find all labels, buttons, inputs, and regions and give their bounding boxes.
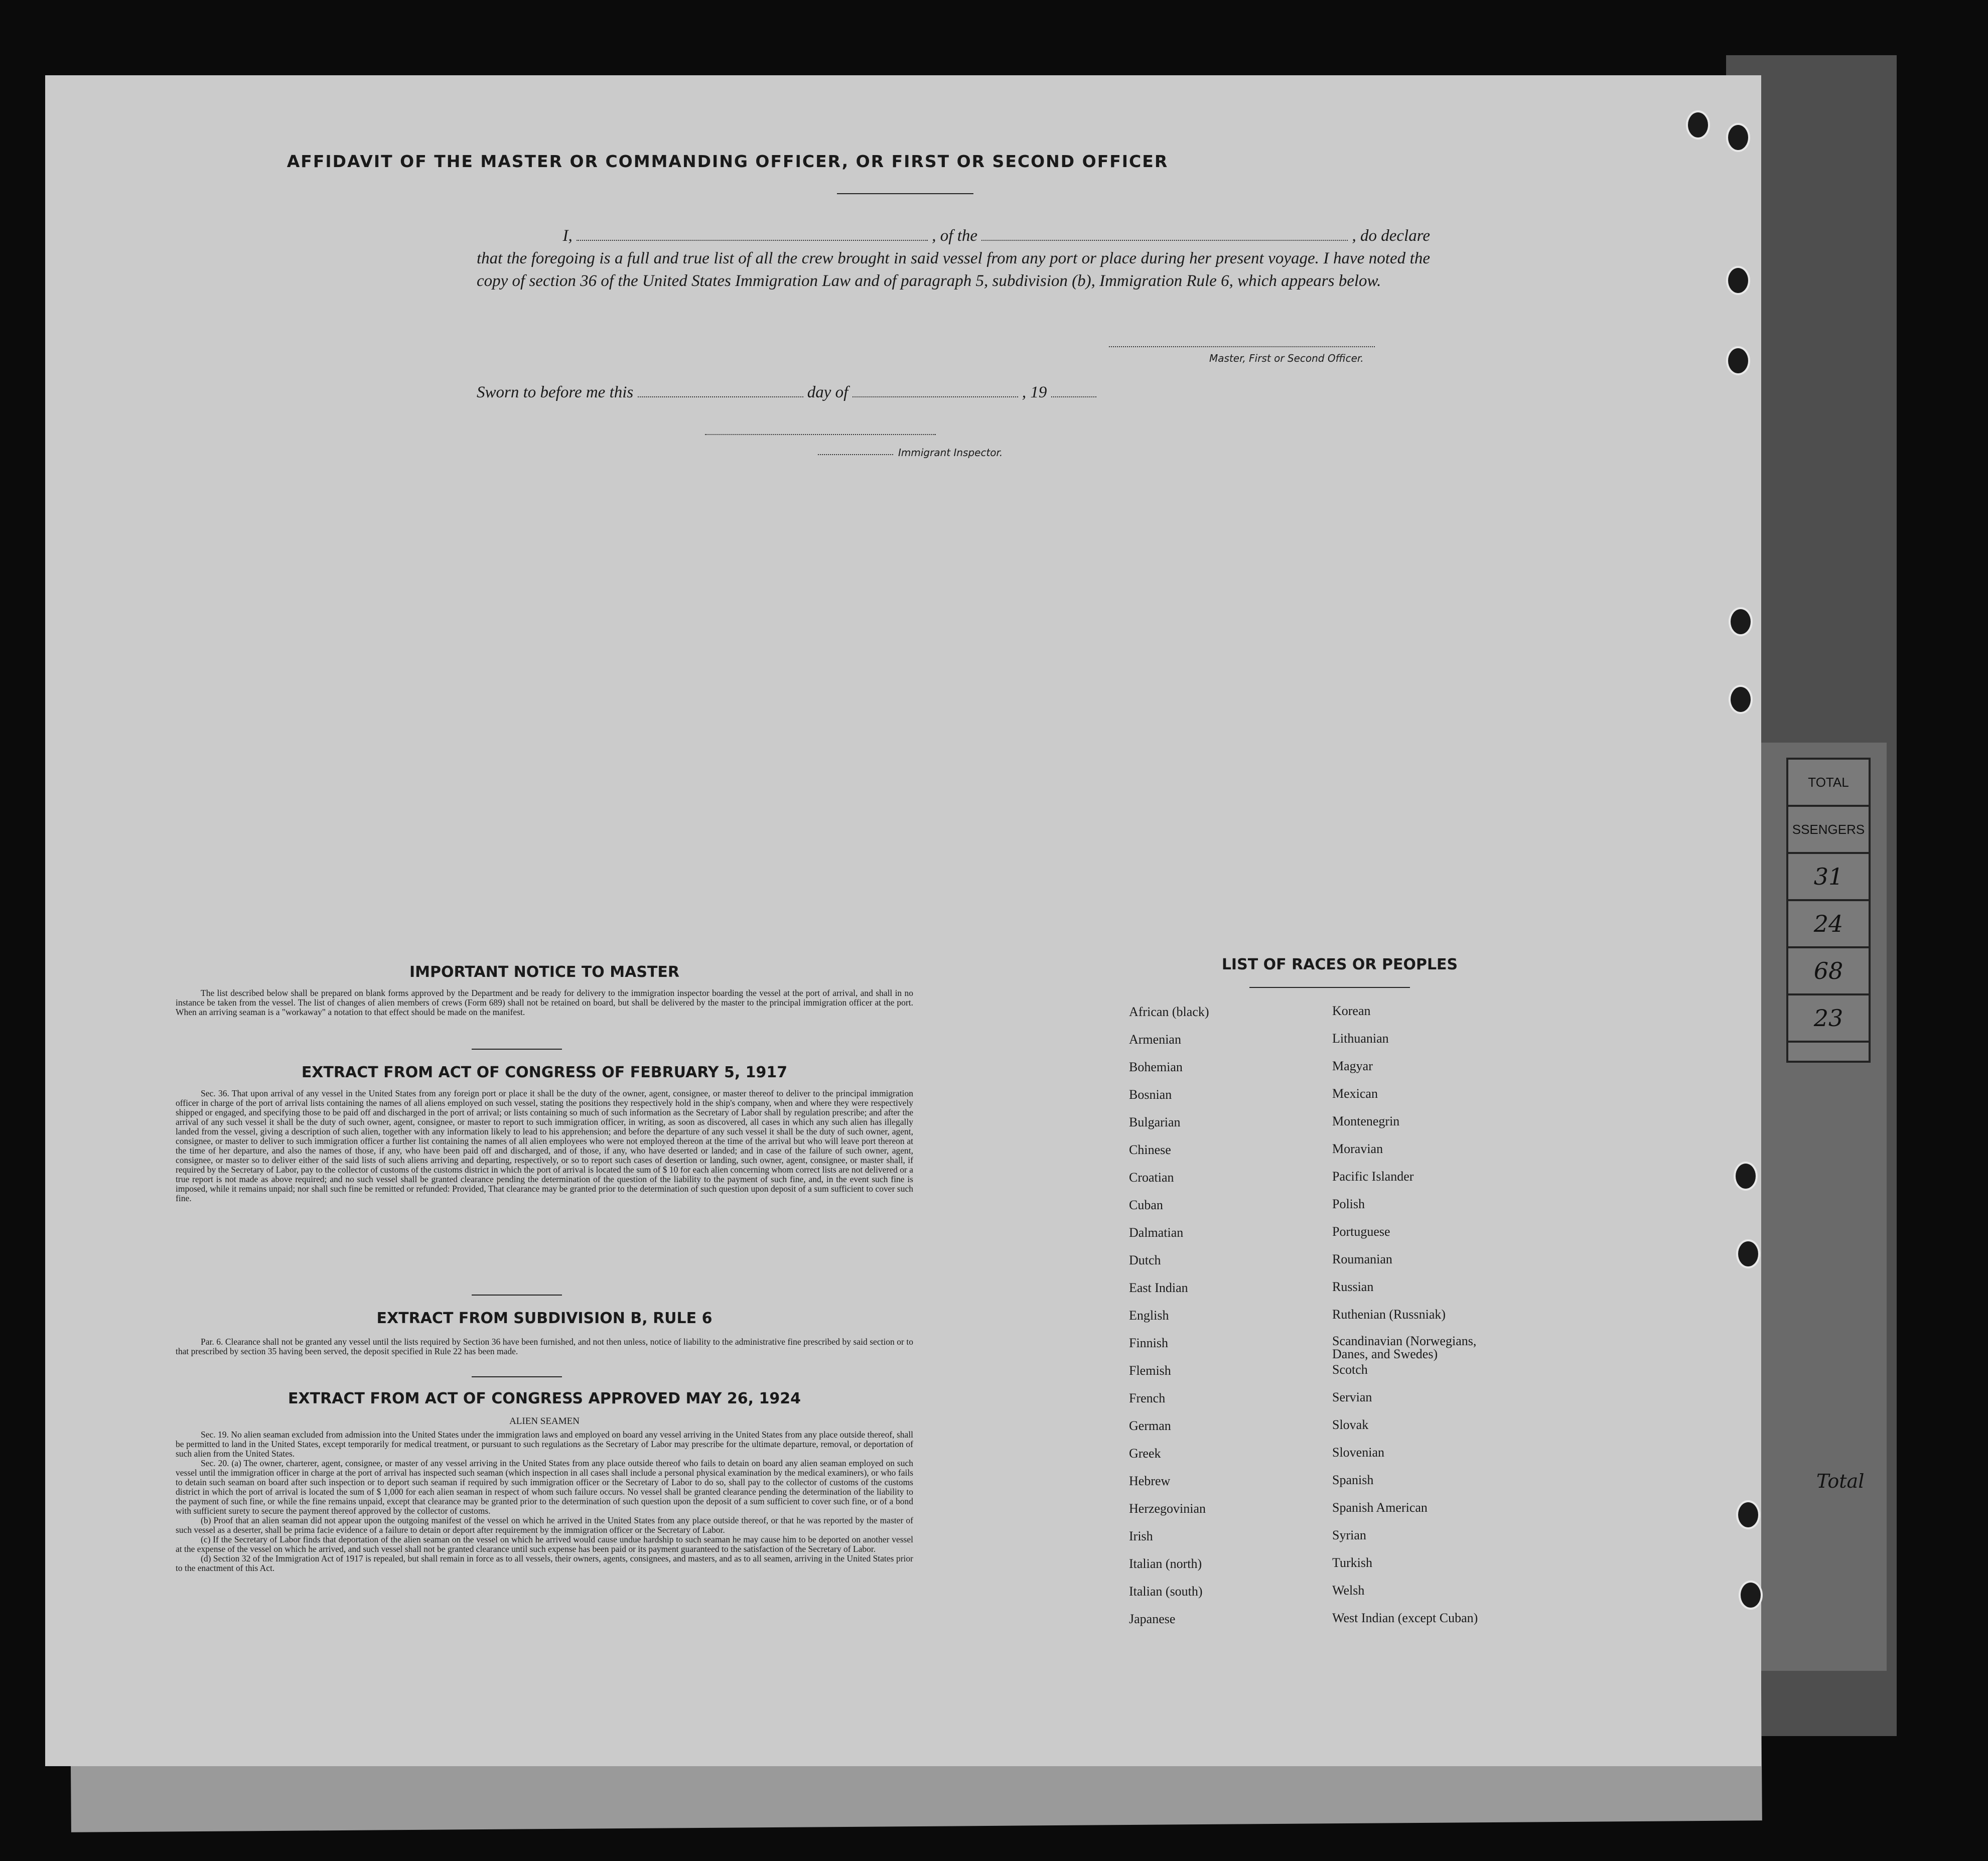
race-item: Italian (south) xyxy=(1129,1584,1203,1599)
day-of-text: day of xyxy=(807,383,848,401)
year-blank xyxy=(1051,384,1096,397)
race-item: Russian xyxy=(1332,1279,1374,1294)
race-item: African (black) xyxy=(1129,1005,1209,1019)
race-item: Cuban xyxy=(1129,1198,1163,1212)
extract-1917-text: Sec. 36. That upon arrival of any vessel in the United States from any foreign port or place it shall be the duty of the owner, agent, consignee, or master thereof to deliver to the principal immigration officer in charge of the port of arrival lists containing the names of all aliens employed on such vessel, stating the positions they respectively hold in the ship's company, when and where they were respectively shipped or engaged, and specifying those to be paid off and discharged in the port of arrival; or lists containing so much of such information as the Secretary of Labor shall by regulation prescribe; and after the arrival of any such vessel it shall be the duty of such owner, agent, consignee, or master to report to such immigration officer, in writing, as soon as discovered, all cases in which any such alien has illegally landed from the vessel, giving a description of such alien, together with any information likely to lead to his apprehension; and before the departure of any such vessel it shall be the duty of such owner, agent, consignee, or master to deliver to such immigration officer a further list containing the names of all alien employees who were not employed thereon at the time of the arrival but who will leave port thereon at the time of her departure, and also the names of those, if any, who have been paid off and discharged, and of those, if any, who have deserted or landed; and in case of the failure of such owner, agent, consignee, or master so to deliver either of the said lists of such aliens arriving and departing, respectively, or so to report such cases of desertion or landing, such owner, agent, consignee, or master shall, if required by the Secretary of Labor, pay to the collector of customs of the customs district in which the port of arrival is located the sum of $ 10 for each alien concerning whom correct lists are not delivered or a true report is not made as above required; and no such vessel shall be granted clearance pending the determination of the question of the liability to the payment of such fine, and, in the event such fine is imposed, while it remains unpaid; nor shall such fine be remitted or refunded: Provided, That clearance may be granted prior to the determination of such question upon deposit of a sum sufficient to cover such fine. xyxy=(176,1088,913,1203)
race-item: Chinese xyxy=(1129,1142,1171,1157)
race-item: Hebrew xyxy=(1129,1474,1171,1488)
race-item: Roumanian xyxy=(1332,1252,1392,1266)
race-item: Croatian xyxy=(1129,1170,1174,1185)
race-item: Scotch xyxy=(1332,1362,1368,1377)
passengers-header: SSENGERS xyxy=(1788,807,1869,854)
race-item: Moravian xyxy=(1332,1141,1383,1156)
race-item: Armenian xyxy=(1129,1032,1181,1047)
punch-hole xyxy=(1726,346,1750,375)
extract-1924-para: Sec. 19. No alien seaman excluded from admission into the United States under the immigration laws and employed on board any vessel arriving in the United States from any place outside thereof, shall be permitted to land in the United States, except temporarily for medical treatment, or pursuant to such regulations as the Secretary of Labor may prescribe for the ultimate departure, removal, or deportation of such alien from the United States. xyxy=(176,1429,913,1459)
race-item: Welsh xyxy=(1332,1583,1365,1598)
race-item: Spanish xyxy=(1332,1473,1374,1487)
sworn-text: Sworn to before me this xyxy=(477,383,634,401)
sworn-month-blank xyxy=(853,384,1018,397)
inspector-signature-line xyxy=(705,434,936,435)
race-item: Bohemian xyxy=(1129,1060,1183,1074)
race-item: Magyar xyxy=(1332,1059,1373,1073)
races-right-column xyxy=(1332,1004,1503,1638)
races-left-column xyxy=(1129,1005,1209,1639)
affidavit-title: AFFIDAVIT OF THE MASTER OR COMMANDING OFFICER, OR FIRST OR SECOND OFFICER xyxy=(287,152,1169,171)
race-item: Mexican xyxy=(1332,1086,1378,1101)
sworn-day-blank xyxy=(638,384,803,397)
extract-1924-title: EXTRACT FROM ACT OF CONGRESS APPROVED MAY 26, 1924 xyxy=(288,1390,801,1407)
race-item: English xyxy=(1129,1308,1169,1323)
race-item: East Indian xyxy=(1129,1280,1188,1295)
total-number: 31 xyxy=(1788,854,1869,901)
document-page xyxy=(45,75,1761,1766)
punch-hole xyxy=(1686,110,1710,139)
race-item: Scandinavian (Norwegians, Danes, and Swedes) xyxy=(1332,1334,1477,1361)
punch-hole xyxy=(1736,1239,1760,1268)
extract-1924-para: Sec. 20. (a) The owner, charterer, agent, consignee, or master of any vessel arriving in the United States from any place outside thereof who fails to detain on board any alien seaman employed on such vessel until the immigration officer in charge at the port of arrival has inspected such seaman (which inspection in all cases shall include a personal physical examination by the medical examiners), or who fails to detain such seaman on board after such inspection or to deport such seaman if required by such immigration officer or the Secretary of Labor to do so, shall pay to the collector of customs of the customs district in which the port of arrival is located the sum of $ 1,000 for each alien seaman in respect of whom such failure occurs. No vessel shall be granted clearance pending the determination of the liability to the payment of such fine, or while the fine remains unpaid, except that clearance may be granted prior to the determination of such question upon the deposit of a sum sufficient to cover such fine, or of a bond with sufficient surety to secure the payment thereof approved by the collector of customs. xyxy=(176,1458,913,1516)
race-item: Herzegovinian xyxy=(1129,1501,1206,1516)
race-item: Flemish xyxy=(1129,1363,1171,1378)
subdivision-text: Par. 6. Clearance shall not be granted any vessel until the lists required by Section 36 have been furnished, and not then unless, notice of liability to the administrative fine prescribed by said section or to that prescribed by section 35 having been served, the deposit specified in Rule 22 has been made. xyxy=(176,1337,913,1356)
race-item: Slovenian xyxy=(1332,1445,1384,1460)
affidavit-i: I, xyxy=(562,227,573,245)
race-item: Irish xyxy=(1129,1529,1153,1543)
race-item: Lithuanian xyxy=(1332,1031,1389,1046)
race-item: Bulgarian xyxy=(1129,1115,1181,1129)
vessel-blank xyxy=(981,228,1348,241)
races-title: LIST OF RACES OR PEOPLES xyxy=(1221,956,1458,973)
punch-hole xyxy=(1734,1162,1758,1191)
sworn-line xyxy=(477,381,1430,404)
notice-text: The list described below shall be prepared on blank forms approved by the Department and be ready for delivery to the immigration inspector boarding the vessel at the port of arrival, and shall in no instance be taken from the vessel. The list of changes of alien members of crews (Form 689) shall not be retained on board, but shall be delivered by the master to the principal immigration officer at the port. When an arriving seaman is a "workaway" a notation to that effect should be made on the manifest. xyxy=(176,988,913,1017)
section-rule xyxy=(472,1049,562,1050)
punch-hole xyxy=(1736,1500,1760,1529)
extract-1917-title: EXTRACT FROM ACT OF CONGRESS OF FEBRUARY 5, 1917 xyxy=(301,1064,788,1081)
title-rule xyxy=(837,193,973,194)
master-caption: Master, First or Second Officer. xyxy=(1209,352,1364,364)
extract-1924-para: (d) Section 32 of the Immigration Act of 1917 is repealed, but shall remain in force as to all vessels, their owners, agents, consignees, and masters, and as to all seamen, arriving in the United States prior to the enactment of this Act. xyxy=(176,1553,913,1573)
affidavit-do-declare: , do declare xyxy=(1352,227,1430,245)
master-signature-line xyxy=(1109,346,1375,347)
race-item: French xyxy=(1129,1391,1166,1405)
race-item: Greek xyxy=(1129,1446,1161,1461)
affidavit-declaration xyxy=(477,225,1430,293)
punch-hole xyxy=(1729,685,1753,714)
total-number: 68 xyxy=(1788,948,1869,995)
race-item: Bosnian xyxy=(1129,1087,1172,1102)
punch-hole xyxy=(1726,123,1750,152)
total-header: TOTAL xyxy=(1788,760,1869,807)
section-rule xyxy=(472,1295,562,1296)
inspector-dot-leader xyxy=(818,454,893,455)
race-item: Dalmatian xyxy=(1129,1225,1184,1240)
race-item: Turkish xyxy=(1332,1555,1372,1570)
race-item: Dutch xyxy=(1129,1253,1161,1267)
underlying-total-table xyxy=(1786,758,1871,1063)
race-item: Italian (north) xyxy=(1129,1556,1202,1571)
year-text: , 19 xyxy=(1022,383,1047,401)
races-rule xyxy=(1249,987,1410,988)
affidavit-first-line xyxy=(477,225,1430,247)
race-item: Portuguese xyxy=(1332,1224,1390,1239)
total-number: 23 xyxy=(1788,995,1869,1043)
alien-seamen-subtitle: ALIEN SEAMEN xyxy=(509,1416,580,1426)
race-item: German xyxy=(1129,1418,1171,1433)
affidavit-text: that the foregoing is a full and true list of all the crew brought in said vessel from any port or place during her present voyage. I have noted the copy of section 36 of the United States Immigration Law and of paragraph 5, subdivision (b), Immigration Rule 6, which appears below. xyxy=(477,249,1430,290)
race-item: Montenegrin xyxy=(1332,1114,1400,1128)
race-item: Slovak xyxy=(1332,1417,1369,1432)
race-item: Servian xyxy=(1332,1390,1372,1404)
underlying-total-label: Total xyxy=(1816,1470,1865,1492)
race-item: Korean xyxy=(1332,1004,1371,1018)
subdivision-title: EXTRACT FROM SUBDIVISION B, RULE 6 xyxy=(376,1310,713,1327)
race-item: Japanese xyxy=(1129,1612,1176,1626)
punch-hole xyxy=(1726,266,1750,295)
race-item: Ruthenian (Russniak) xyxy=(1332,1307,1446,1322)
affidavit-of-the: , of the xyxy=(932,227,978,245)
total-number: 24 xyxy=(1788,901,1869,948)
extract-1924-para: (c) If the Secretary of Labor finds that deportation of the alien seaman on the vessel on which he arrived would cause undue hardship to such seaman he may cause him to be deported on another vessel at the expense of the vessel on which he arrived, and such vessel shall not be granted clearance until such expense has been paid or its payment guaranteed to the satisfaction of the Secretary of Labor. xyxy=(176,1534,913,1554)
extract-1924-text xyxy=(176,1430,913,1573)
name-blank xyxy=(577,228,928,241)
notice-title: IMPORTANT NOTICE TO MASTER xyxy=(409,963,679,981)
section-rule xyxy=(472,1376,562,1377)
race-item: Pacific Islander xyxy=(1332,1169,1414,1184)
inspector-caption: Immigrant Inspector. xyxy=(898,447,1003,459)
race-item: Spanish American xyxy=(1332,1500,1428,1515)
punch-hole xyxy=(1729,607,1753,636)
race-item: West Indian (except Cuban) xyxy=(1332,1611,1478,1625)
extract-1924-para: (b) Proof that an alien seaman did not appear upon the outgoing manifest of the vessel on which he arrived in the United States from any place outside thereof, or that he was reported by the master of such vessel as a deserter, shall be prima facie evidence of a failure to detain or deport after requirement by the immigration officer or the Secretary of Labor. xyxy=(176,1515,913,1535)
race-item: Polish xyxy=(1332,1197,1365,1211)
race-item: Syrian xyxy=(1332,1528,1366,1542)
punch-hole xyxy=(1739,1581,1763,1610)
race-item: Finnish xyxy=(1129,1336,1169,1350)
